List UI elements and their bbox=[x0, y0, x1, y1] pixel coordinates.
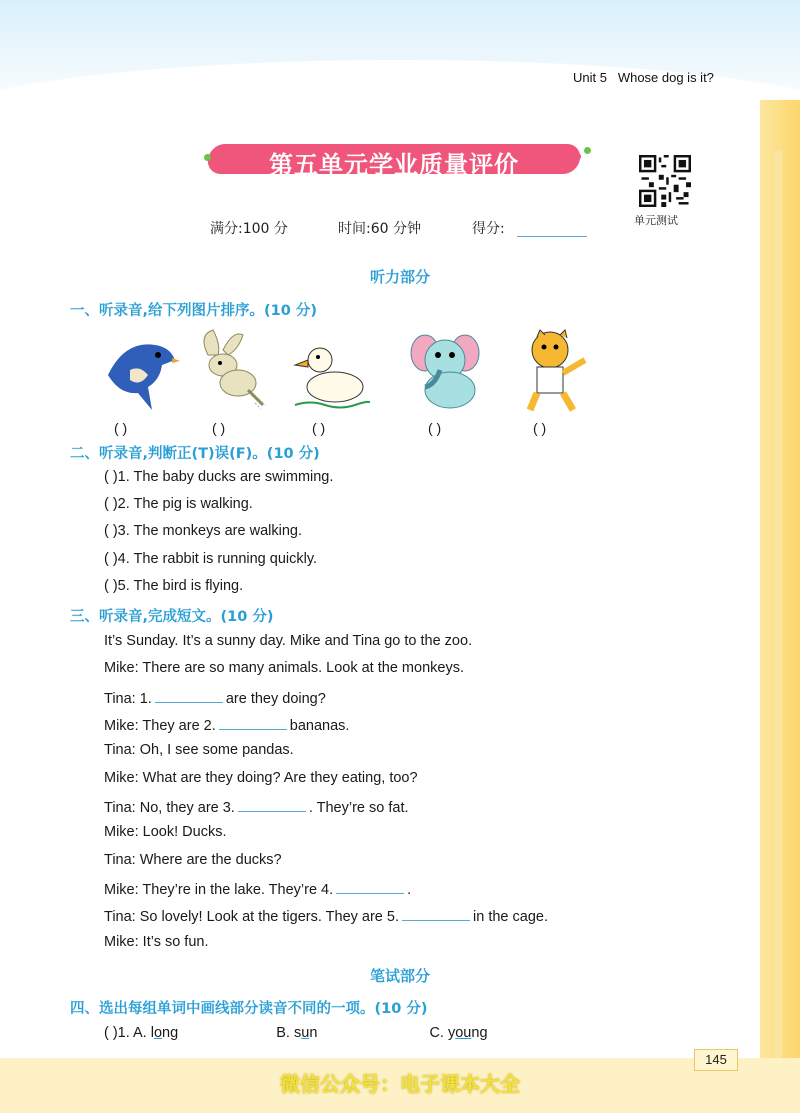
page-number: 145 bbox=[694, 1049, 738, 1071]
passage-line: Tina: 1. are they doing? bbox=[104, 688, 326, 707]
banner-dot-icon bbox=[584, 147, 591, 154]
full-score: 满分:100 分 bbox=[210, 221, 288, 237]
blank-4[interactable] bbox=[336, 879, 404, 894]
passage-line: Mike: Look! Ducks. bbox=[104, 824, 227, 840]
passage-line: Tina: No, they are 3. . They’re so fat. bbox=[104, 797, 409, 816]
qr-code-icon[interactable] bbox=[639, 155, 691, 207]
tf-item[interactable]: ( )3. The monkeys are walking. bbox=[104, 523, 302, 539]
page-title: 第五单元学业质量评价 bbox=[269, 151, 519, 179]
unit-number: Unit 5 bbox=[573, 70, 607, 85]
passage-line: It’s Sunday. It’s a sunny day. Mike and Tina go to the zoo. bbox=[104, 633, 473, 649]
elephant-icon bbox=[405, 325, 485, 415]
answer-bracket[interactable]: ( ) bbox=[428, 420, 442, 436]
bird-icon bbox=[100, 325, 180, 415]
passage-line: Mike: They’re in the lake. They’re 4. . bbox=[104, 879, 411, 898]
passage-line: Mike: They are 2. bananas. bbox=[104, 715, 349, 734]
listening-heading: 听力部分 bbox=[369, 268, 430, 286]
tf-item[interactable]: ( )2. The pig is walking. bbox=[104, 496, 253, 512]
title-banner bbox=[208, 140, 580, 179]
passage-line: Tina: Where are the ducks? bbox=[104, 852, 282, 868]
blank-5[interactable] bbox=[402, 906, 470, 921]
passage-line: Mike: There are so many animals. Look at the monkeys. bbox=[104, 660, 464, 676]
footer-watermark: 微信公众号：电子课本大全 bbox=[280, 1072, 520, 1096]
banner-dot-icon bbox=[204, 154, 211, 161]
passage-line: Tina: Oh, I see some pandas. bbox=[104, 742, 294, 758]
blank-2[interactable] bbox=[219, 715, 287, 730]
tf-item[interactable]: ( )5. The bird is flying. bbox=[104, 578, 244, 594]
blank-3[interactable] bbox=[238, 797, 306, 812]
writing-heading: 笔试部分 bbox=[369, 967, 430, 985]
section2-title: 二、听录音,判断正(T)误(F)。(10 分) bbox=[70, 446, 320, 462]
banner-dot-icon bbox=[574, 153, 581, 160]
answer-bracket[interactable]: ( ) bbox=[114, 420, 128, 436]
score-field[interactable] bbox=[517, 236, 587, 237]
qr-label: 单元测试 bbox=[634, 214, 678, 227]
passage-line: Tina: So lovely! Look at the tigers. They are 5. in the cage. bbox=[104, 906, 548, 925]
answer-bracket[interactable]: ( ) bbox=[533, 420, 547, 436]
tf-item[interactable]: ( )1. The baby ducks are swimming. bbox=[104, 469, 334, 485]
passage-line: Mike: It’s so fun. bbox=[104, 934, 209, 950]
phonics-item[interactable]: ( )1. A. long B. sun C. young bbox=[104, 1025, 488, 1041]
tf-item[interactable]: ( )4. The rabbit is running quickly. bbox=[104, 551, 318, 567]
score-label: 得分: bbox=[472, 221, 505, 237]
blank-1[interactable] bbox=[155, 688, 223, 703]
duck-icon bbox=[290, 325, 370, 415]
section4-title: 四、选出每组单词中画线部分读音不同的一项。(10 分) bbox=[70, 1001, 428, 1017]
answer-bracket[interactable]: ( ) bbox=[312, 420, 326, 436]
section3-title: 三、听录音,完成短文。(10 分) bbox=[70, 609, 274, 625]
tiger-icon bbox=[515, 325, 595, 415]
rabbit-icon bbox=[193, 325, 273, 415]
passage-line: Mike: What are they doing? Are they eating, too? bbox=[104, 770, 418, 786]
answer-bracket[interactable]: ( ) bbox=[212, 420, 226, 436]
time-limit: 时间:60 分钟 bbox=[338, 221, 421, 237]
unit-header bbox=[573, 70, 714, 85]
unit-title: Whose dog is it? bbox=[617, 70, 714, 85]
section1-title: 一、听录音,给下列图片排序。(10 分) bbox=[70, 303, 317, 319]
banner-dot-icon bbox=[216, 150, 223, 157]
